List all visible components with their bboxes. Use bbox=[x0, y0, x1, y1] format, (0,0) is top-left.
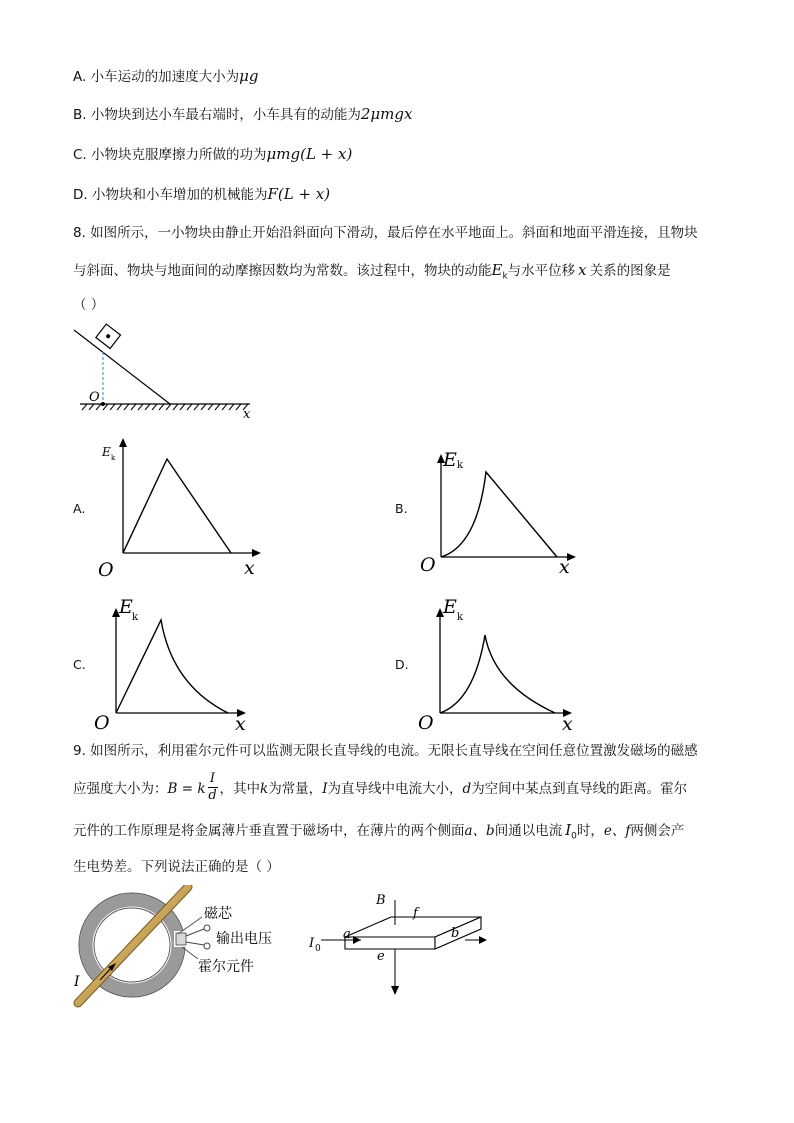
q9-formula-num: I bbox=[209, 771, 216, 786]
q9-formula-fraction bbox=[208, 771, 218, 804]
q9-ef: e、f bbox=[603, 823, 631, 839]
q7-option-d bbox=[73, 184, 330, 205]
graph-c-ylabel-sub: k bbox=[132, 612, 139, 623]
label-core: 磁芯 bbox=[204, 906, 232, 922]
output-lead-1 bbox=[186, 929, 204, 936]
label-I0-sub: 0 bbox=[315, 944, 321, 954]
graph-a-curve bbox=[123, 459, 231, 553]
q7-option-d-math: F(L + x) bbox=[267, 185, 331, 203]
q9-stem-line1: 9. 如图所示，利用霍尔元件可以监测无限长直导线的电流。无限长直导线在空间任意位置激发磁场的磁感 bbox=[73, 743, 698, 759]
graph-d bbox=[414, 593, 584, 733]
label-current: I bbox=[74, 974, 80, 990]
q8-line2-post: 关系的图象是 bbox=[589, 263, 671, 279]
current-out-arrowhead bbox=[479, 936, 487, 944]
q9-I0: I bbox=[565, 821, 572, 839]
q7-option-b-math: 2μmgx bbox=[360, 105, 413, 123]
label-B: B bbox=[376, 893, 386, 908]
q7-option-a-math: μg bbox=[239, 67, 259, 85]
graph-c-letter: C. bbox=[73, 657, 86, 672]
output-terminal-2 bbox=[204, 943, 210, 949]
graph-b-origin: O bbox=[420, 554, 436, 576]
q9-line2-b: 为常量， bbox=[268, 781, 323, 797]
q9-formula-lhs: B = k bbox=[167, 781, 206, 797]
origin-point bbox=[101, 402, 105, 406]
graph-b-ylabel-sub: k bbox=[457, 460, 464, 471]
q9-hall-figure bbox=[305, 885, 495, 1000]
block bbox=[96, 324, 121, 348]
q9-line3-post: 时， bbox=[576, 823, 604, 839]
q9-line2-pre: 应强度大小为： bbox=[73, 781, 168, 797]
label-f: f bbox=[413, 906, 418, 921]
q9-I0-sub: 0 bbox=[571, 831, 577, 842]
graph-c-ylabel: E bbox=[119, 596, 133, 618]
q7-option-c bbox=[73, 144, 352, 165]
q9-var-k: k bbox=[260, 781, 269, 797]
graph-a-origin: O bbox=[98, 559, 114, 580]
graph-c-xlabel: x bbox=[235, 713, 246, 733]
q8-stem-line2 bbox=[73, 260, 671, 287]
graph-b-xlabel: x bbox=[559, 556, 570, 578]
q9-var-I: I bbox=[322, 781, 328, 797]
hall-element bbox=[176, 933, 186, 945]
q9-core-figure bbox=[70, 885, 310, 1015]
label-hall-element: 霍尔元件 bbox=[198, 959, 254, 975]
graph-c bbox=[92, 593, 257, 733]
q8-blank: （ ） bbox=[73, 297, 105, 313]
graph-b-ylabel: E bbox=[443, 449, 457, 471]
label-e: e bbox=[377, 949, 385, 964]
label-I0: I bbox=[309, 936, 315, 951]
graph-d-origin: O bbox=[418, 712, 434, 733]
graph-b-letter: B. bbox=[395, 501, 408, 516]
q7-option-c-text: C. 小物块克服摩擦力所做的功为 bbox=[73, 147, 267, 163]
q8-ek-sub: k bbox=[502, 271, 508, 282]
q8-incline-figure bbox=[70, 322, 260, 422]
fig-origin-label: O bbox=[89, 390, 100, 405]
graph-b-curve bbox=[441, 472, 557, 557]
q9-var-d: d bbox=[462, 781, 472, 797]
graph-d-ylabel: E bbox=[443, 596, 457, 618]
graph-a-ylabel: E bbox=[102, 445, 111, 459]
graph-d-letter: D. bbox=[395, 657, 409, 672]
output-terminal-1 bbox=[204, 925, 210, 931]
label-b: b bbox=[451, 926, 460, 941]
graph-c-curve bbox=[116, 620, 228, 713]
graph-d-curve bbox=[440, 635, 555, 713]
q8-line2-mid: 与水平位移 bbox=[507, 263, 576, 279]
q7-option-c-math: μmg(L + x) bbox=[266, 145, 353, 163]
q9-ab: a、b bbox=[464, 823, 495, 839]
q9-line3-mid: 间通以电流 bbox=[494, 823, 563, 839]
graph-a-letter: A. bbox=[73, 501, 86, 516]
q9-line2-d: 为空间中某点到直导线的距离。霍尔 bbox=[471, 781, 688, 797]
q9-stem-line4: 生电势差。下列说法正确的是（ ） bbox=[73, 859, 280, 875]
q7-option-a bbox=[73, 66, 258, 87]
q8-line2-pre: 与斜面、物块与地面间的动摩擦因数均为常数。该过程中，物块的动能 bbox=[73, 263, 492, 279]
q7-option-a-text: A. 小车运动的加速度大小为 bbox=[73, 69, 240, 85]
graph-b bbox=[415, 448, 585, 578]
q8-stem-line1: 8. 如图所示，一小物块由静止开始沿斜面向下滑动，最后停在水平地面上。斜面和地面平滑连接，且物块 bbox=[73, 225, 698, 241]
q7-option-b-text: B. 小物块到达小车最右端时，小车具有的动能为 bbox=[73, 107, 361, 123]
ground-hatch bbox=[82, 404, 248, 410]
graph-a-ylabel-sub: k bbox=[111, 454, 116, 462]
fig-x-label: x bbox=[243, 407, 251, 422]
b-field-arrowhead bbox=[391, 986, 399, 995]
label-a: a bbox=[343, 927, 351, 942]
q9-stem-line2 bbox=[73, 771, 687, 811]
q9-stem-line3 bbox=[73, 820, 684, 847]
label-output-voltage: 输出电压 bbox=[216, 931, 272, 947]
graph-a-xlabel: x bbox=[244, 557, 255, 579]
graph-d-ylabel-sub: k bbox=[457, 612, 464, 623]
graph-a bbox=[95, 432, 270, 580]
q7-option-d-text: D. 小物块和小车增加的机械能为 bbox=[73, 187, 268, 203]
q7-option-b bbox=[73, 104, 412, 125]
q9-formula-den: d bbox=[208, 788, 217, 803]
graph-c-origin: O bbox=[94, 712, 110, 733]
q9-line3-pre: 元件的工作原理是将金属薄片垂直置于磁场中，在薄片的两个侧面 bbox=[73, 823, 465, 839]
graph-d-xlabel: x bbox=[562, 713, 573, 733]
q8-ek: E bbox=[491, 261, 503, 279]
q9-line3-end: 两侧会产 bbox=[630, 823, 685, 839]
q9-line2-a: ，其中 bbox=[219, 781, 260, 797]
q9-line2-c: 为直导线中电流大小， bbox=[327, 781, 463, 797]
output-lead-2 bbox=[186, 942, 204, 945]
q8-x: x bbox=[578, 261, 587, 279]
